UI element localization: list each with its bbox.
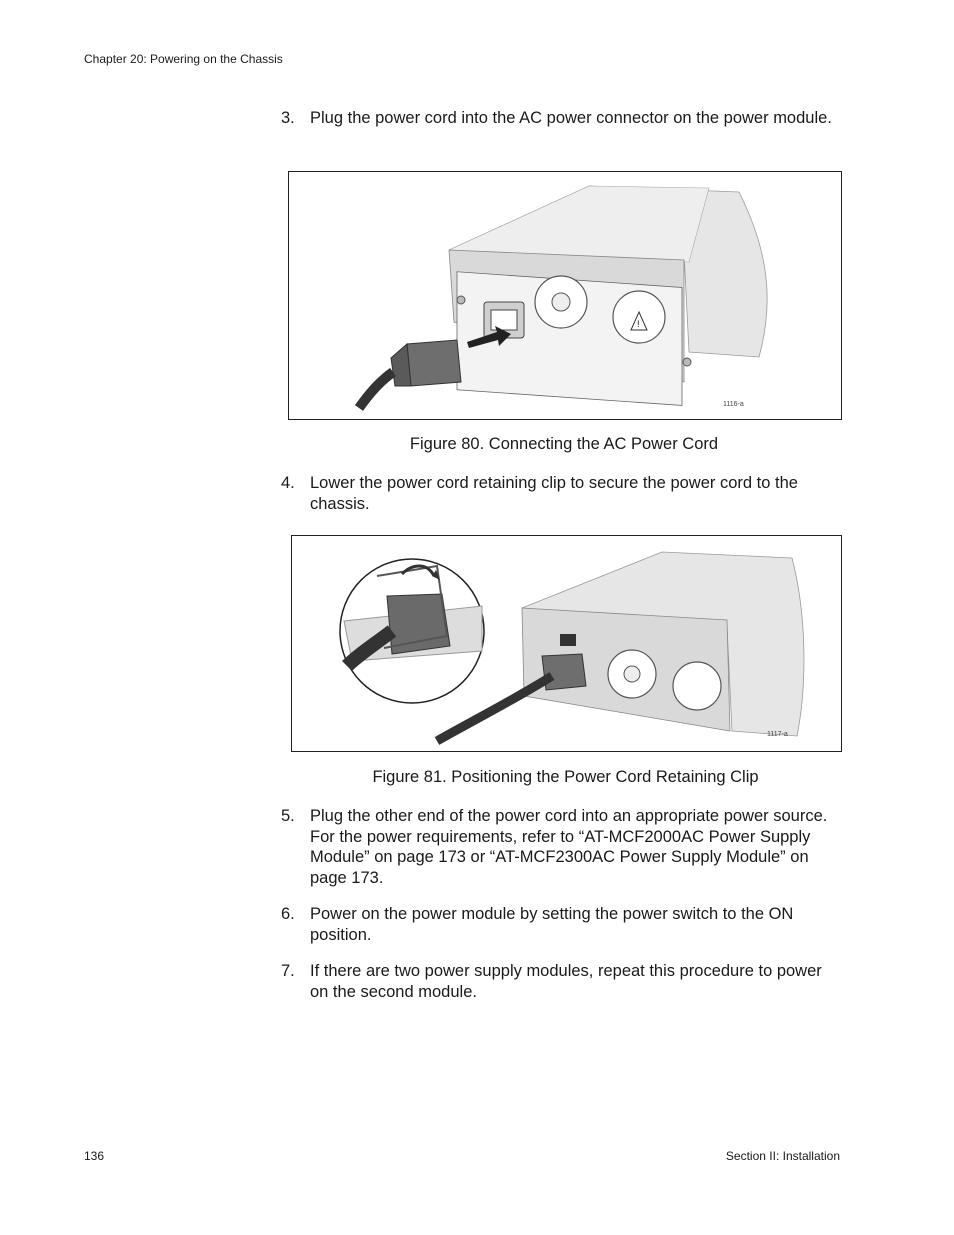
svg-text:!: ! [637,319,640,329]
figure-81-illustration [291,535,842,752]
figure-id-label: 1117-a [767,731,788,738]
step-text: Plug the power cord into the AC power connector on the power module. [310,109,832,127]
step-text: Plug the other end of the power cord into an appropriate power source. For the power requirements, refer to “AT-MCF2000AC Power Supply Module” on page 173 or “AT-MCF2300AC Power Supply Module” on page 173. [310,807,828,887]
page-number: 136 [84,1149,105,1163]
figure-80-illustration [288,171,842,420]
running-header: Chapter 20: Powering on the Chassis [84,52,283,66]
figure-caption: Figure 80. Connecting the AC Power Cord [409,435,719,453]
retaining-clip-drawing [292,536,841,751]
figure-id-label: 1116-a [723,401,744,408]
figure-caption: Figure 81. Positioning the Power Cord Retaining Clip [372,768,759,786]
power-cord-connection-drawing [289,172,841,419]
step-number: 5. [281,807,295,825]
step-text: Power on the power module by setting the power switch to the ON position. [310,905,794,944]
step-text: If there are two power supply modules, repeat this procedure to power on the second module. [310,962,822,1001]
step-number: 4. [281,474,295,492]
step-text: Lower the power cord retaining clip to secure the power cord to the chassis. [310,474,798,513]
step-number: 6. [281,905,295,923]
step-number: 7. [281,962,295,980]
running-footer-section: Section II: Installation [725,1149,840,1163]
step-number: 3. [281,109,295,127]
